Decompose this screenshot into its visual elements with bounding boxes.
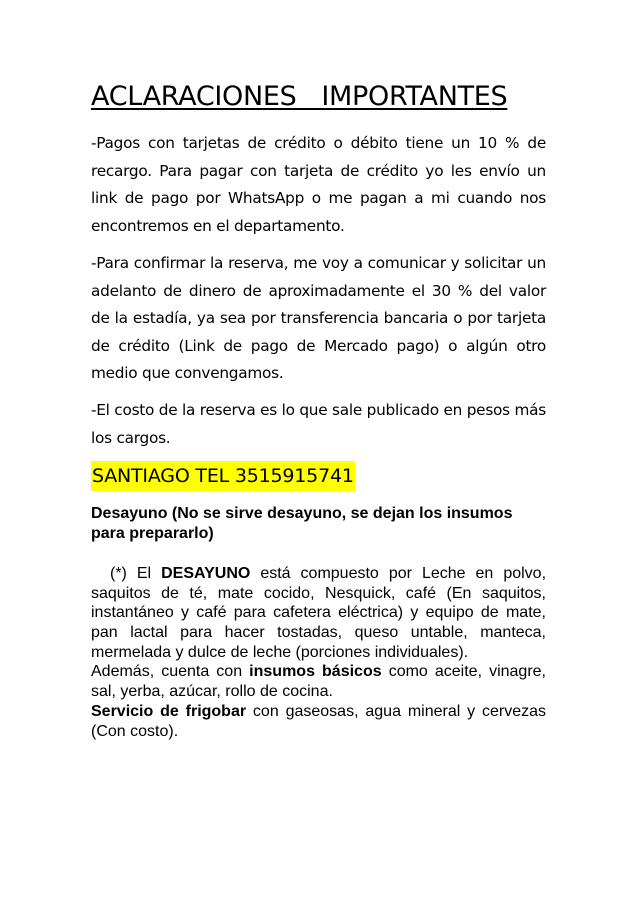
minibar-items: con gaseosas, agua mineral y cervezas (Con costo).: [91, 703, 546, 740]
breakfast-intro: (*) El: [110, 565, 162, 582]
basic-supplies-keyword: insumos básicos: [249, 663, 382, 680]
contact-phone: SANTIAGO TEL 3515915741: [91, 461, 355, 491]
reservation-note: -Para confirmar la reserva, me voy a comunicar y solicitar un adelanto de dinero de aproximadamente el 30 % del valor de la estadía, ya sea por transferencia bancaria o por tarjeta de crédito (Link de pago de Mercado pago) o algún otro medio que convengamos.: [91, 254, 546, 383]
page-title: ACLARACIONES IMPORTANTES: [91, 81, 508, 112]
breakfast-heading: Desayuno (No se sirve desayuno, se dejan los insumos para prepararlo): [91, 505, 513, 542]
basic-supplies-items: como aceite, vinagre, sal, yerba, azúcar, rollo de cocina.: [91, 663, 547, 700]
basic-supplies-intro: Además, cuenta con: [91, 663, 250, 680]
breakfast-keyword: DESAYUNO: [161, 565, 251, 582]
minibar-description: [91, 702, 546, 741]
payment-note: -Pagos con tarjetas de crédito o débito tiene un 10 % de recargo. Para pagar con tarjeta de crédito yo les envío un link de pago por WhatsApp o me pagan a mi cuando nos encontremos en el departamento.: [91, 134, 546, 235]
cost-note: -El costo de la reserva es lo que sale publicado en pesos más los cargos.: [91, 401, 546, 447]
minibar-keyword: Servicio de frigobar: [91, 703, 247, 720]
breakfast-items: está compuesto por Leche en polvo, saquitos de té, mate cocido, Nesquick, café (En saquitos, instantáneo y café para cafetera eléctrica) y equipo de mate, pan lactal para hacer tostadas, queso untable, manteca, mermelada y dulce de leche (porciones individuales).: [91, 565, 547, 661]
basic-supplies-description: [91, 662, 546, 701]
breakfast-description: [91, 564, 546, 663]
